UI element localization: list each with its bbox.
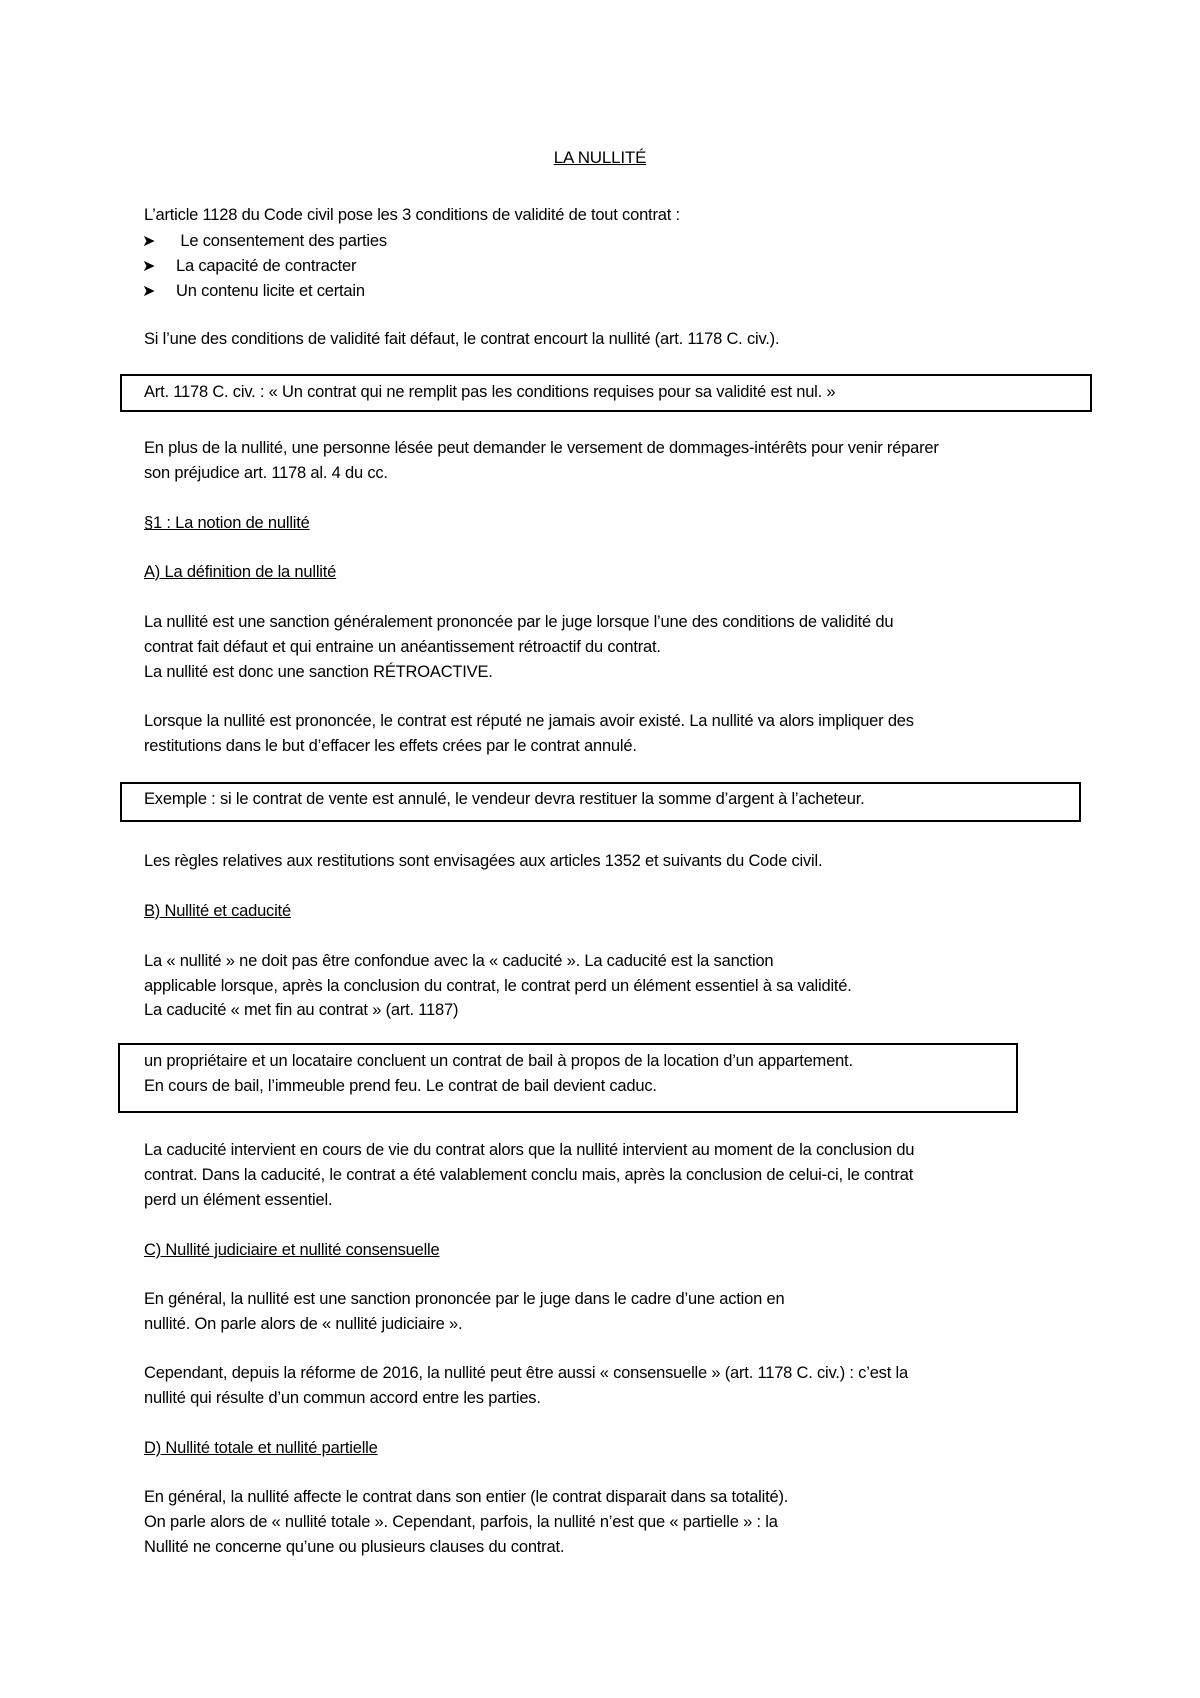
- arrow-bullet-icon: ➤: [142, 258, 156, 275]
- paragraph: La « nullité » ne doit pas être confondue avec la « caducité ». La caducité est la sanction: [144, 952, 774, 970]
- paragraph: En plus de la nullité, une personne lésée peut demander le versement de dommages-intérêts pour venir réparer: [144, 439, 939, 457]
- example-box-text: Exemple : si le contrat de vente est annulé, le vendeur devra restituer la somme d’argent à l’acheteur.: [144, 790, 865, 808]
- subsection-heading: A) La définition de la nullité: [144, 563, 337, 581]
- paragraph: contrat fait défaut et qui entraine un anéantissement rétroactif du contrat.: [144, 638, 661, 656]
- paragraph: son préjudice art. 1178 al. 4 du cc.: [144, 464, 388, 482]
- quote-box-text: Art. 1178 C. civ. : « Un contrat qui ne remplit pas les conditions requises pour sa validité est nul. »: [144, 383, 836, 401]
- subsection-heading: D) Nullité totale et nullité partielle: [144, 1439, 378, 1457]
- condition-item: ➤ Le consentement des parties: [142, 232, 387, 250]
- subsection-heading: B) Nullité et caducité: [144, 902, 291, 920]
- intro-text: L’article 1128 du Code civil pose les 3 conditions de validité de tout contrat :: [144, 206, 680, 224]
- paragraph: Les règles relatives aux restitutions sont envisagées aux articles 1352 et suivants du Code civil.: [144, 852, 823, 870]
- arrow-bullet-icon: ➤: [142, 233, 156, 250]
- paragraph: contrat. Dans la caducité, le contrat a été valablement conclu mais, après la conclusion de celui-ci, le contrat: [144, 1166, 914, 1184]
- paragraph: applicable lorsque, après la conclusion du contrat, le contrat perd un élément essentiel à sa validité.: [144, 977, 852, 995]
- paragraph: nullité qui résulte d’un commun accord entre les parties.: [144, 1389, 541, 1407]
- paragraph: La nullité est donc une sanction RÉTROACTIVE.: [144, 663, 493, 681]
- paragraph: On parle alors de « nullité totale ». Cependant, parfois, la nullité n’est que « partielle » : la: [144, 1513, 778, 1531]
- condition-item: ➤ La capacité de contracter: [142, 257, 357, 275]
- paragraph: Cependant, depuis la réforme de 2016, la nullité peut être aussi « consensuelle » (art. 1178 C. civ.) : c’est la: [144, 1364, 908, 1382]
- paragraph: Nullité ne concerne qu’une ou plusieurs clauses du contrat.: [144, 1538, 565, 1556]
- example-box-text: un propriétaire et un locataire concluent un contrat de bail à propos de la location d’un appartement.: [144, 1052, 853, 1070]
- paragraph: La caducité intervient en cours de vie du contrat alors que la nullité intervient au moment de la conclusion du: [144, 1141, 915, 1159]
- paragraph: nullité. On parle alors de « nullité judiciaire ».: [144, 1315, 463, 1333]
- paragraph: La caducité « met fin au contrat » (art. 1187): [144, 1001, 459, 1019]
- example-box-text: En cours de bail, l’immeuble prend feu. Le contrat de bail devient caduc.: [144, 1077, 657, 1095]
- subsection-heading: C) Nullité judiciaire et nullité consensuelle: [144, 1241, 440, 1259]
- paragraph: La nullité est une sanction généralement prononcée par le juge lorsque l’une des conditions de validité du: [144, 613, 894, 631]
- paragraph: restitutions dans le but d’effacer les effets crées par le contrat annulé.: [144, 737, 637, 755]
- arrow-bullet-icon: ➤: [142, 283, 156, 300]
- paragraph: Si l’une des conditions de validité fait défaut, le contrat encourt la nullité (art. 1178 C. civ.).: [144, 330, 780, 348]
- paragraph: En général, la nullité est une sanction prononcée par le juge dans le cadre d’une action en: [144, 1290, 785, 1308]
- paragraph: perd un élément essentiel.: [144, 1191, 333, 1209]
- page-title: LA NULLITÉ: [553, 148, 647, 167]
- paragraph: Lorsque la nullité est prononcée, le contrat est réputé ne jamais avoir existé. La nullité va alors impliquer des: [144, 712, 914, 730]
- condition-item: ➤ Un contenu licite et certain: [142, 282, 365, 300]
- paragraph: En général, la nullité affecte le contrat dans son entier (le contrat disparait dans sa totalité).: [144, 1488, 789, 1506]
- section-heading: §1 : La notion de nullité: [144, 514, 310, 532]
